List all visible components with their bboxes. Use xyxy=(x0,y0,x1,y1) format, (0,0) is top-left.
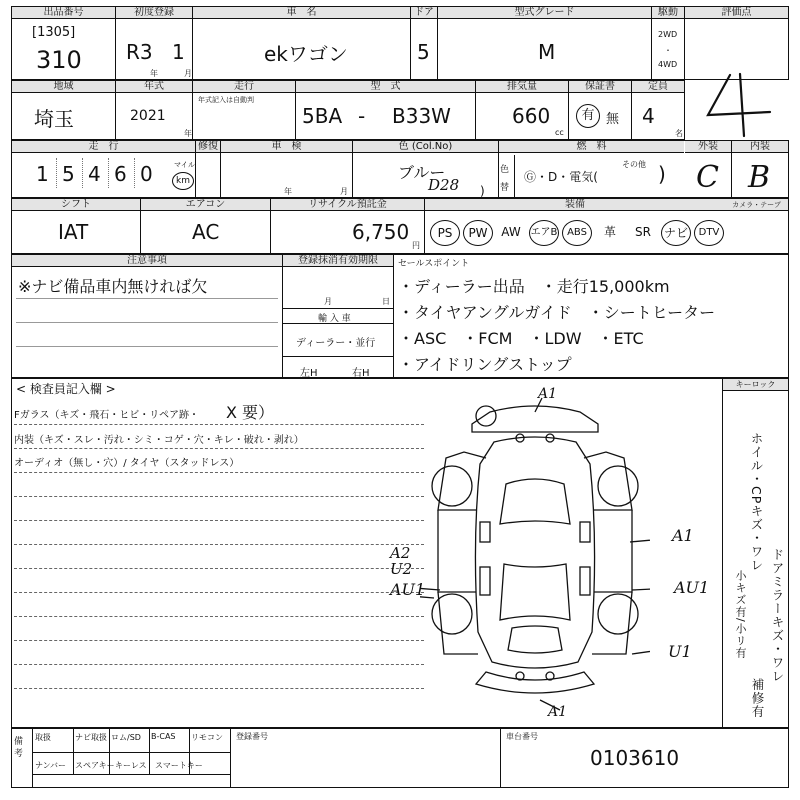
equipment-item: ABS xyxy=(562,220,592,246)
key-lock-label: キーロック xyxy=(723,379,788,391)
mileage-digit: 1 xyxy=(36,162,49,186)
drive-label: 駆動 xyxy=(652,7,684,19)
camera-label: カメラ・テーブ xyxy=(725,199,788,211)
damage-rear: A1 xyxy=(548,704,568,720)
damage-right-bottom: U1 xyxy=(668,642,692,661)
chassis-label: 車台番号 xyxy=(506,732,538,741)
shift: IAT xyxy=(58,220,89,244)
sale-point: ・タイヤアングルガイド ・シートヒーター xyxy=(398,303,716,322)
equipment-item: DTV xyxy=(694,220,724,246)
region: 埼玉 xyxy=(34,107,74,131)
glass-mark: X 要） xyxy=(226,403,275,422)
doors-label: ドア xyxy=(411,7,437,19)
fuel-label: 燃 料 xyxy=(499,141,684,153)
caution-text: ※ナビ備品車内無ければ欠 xyxy=(18,277,208,296)
sale-point: ・ASC ・FCM ・LDW ・ETC xyxy=(398,329,644,348)
displacement: 660 xyxy=(512,104,551,128)
rule-line xyxy=(14,520,424,521)
mileage-digit: 4 xyxy=(88,162,101,186)
fuel-options: Ⓖ・D・電気( xyxy=(524,170,598,184)
rule-line xyxy=(14,544,424,545)
displacement-label: 排気量 xyxy=(476,81,568,93)
month-unit: 月 xyxy=(184,69,192,78)
score-value xyxy=(760,10,761,11)
side-vertical-4: 補修有 xyxy=(750,678,765,719)
recycle-amount: 6,750 xyxy=(352,220,410,244)
inspector-line-2: 内装（キズ・スレ・汚れ・シミ・コゲ・穴・キレ・破れ・剥れ） xyxy=(14,435,304,446)
era: R3 xyxy=(126,40,153,64)
footer-label: リモコン xyxy=(191,733,223,742)
yen-unit: 円 xyxy=(412,241,420,250)
footer-left-vertical: 備考 xyxy=(14,737,24,759)
equipment-item: PS xyxy=(430,220,460,246)
rule-line xyxy=(14,616,424,617)
shift-label: シフト xyxy=(12,199,140,211)
car-diagram xyxy=(420,392,650,712)
mileage-digit: 6 xyxy=(114,162,127,186)
equipment-item: AW xyxy=(501,225,521,239)
color-name: ブルー xyxy=(398,163,446,182)
equipment-item: SR xyxy=(635,225,651,239)
inspection-label: 車 検 xyxy=(221,141,352,153)
import-label: 輸 入 車 xyxy=(318,314,351,324)
mileage-note: 年式記入は自動判 xyxy=(198,96,254,104)
warranty-no: 無 xyxy=(606,112,620,127)
damage-left-2: U2 xyxy=(390,560,413,578)
lot-number: 310 xyxy=(36,46,82,74)
mileage-type-label: 走行 xyxy=(193,81,295,93)
damage-right-front: A1 xyxy=(672,526,694,545)
footer-label: 取扱 xyxy=(35,733,51,742)
recycle-label: リサイクル預託金 xyxy=(271,199,424,211)
rule-line xyxy=(14,688,424,689)
right-hand: 右H xyxy=(352,368,370,379)
footer-label-2: スペアキー xyxy=(75,761,115,770)
rule-line xyxy=(14,448,424,449)
caution-label: 注意事項 xyxy=(12,255,282,267)
equipment-item: ナビ xyxy=(661,220,691,246)
equipment-label: 装備 xyxy=(425,199,725,211)
warranty-label: 保証書 xyxy=(569,81,631,93)
fuel-other: その他 xyxy=(622,160,646,169)
interior-grade: B xyxy=(748,160,771,195)
inspector-line-3: オーディオ（無し・穴）/ タイヤ（スタッドレス） xyxy=(14,458,240,469)
rule-line xyxy=(14,664,424,665)
rule-line xyxy=(14,472,424,473)
year-label: 年式 xyxy=(116,81,192,93)
car-name-label: 車 名 xyxy=(193,7,410,19)
footer-label: ロム/SD xyxy=(111,733,141,742)
side-vertical-2: ドアミラーキズ・ワレ xyxy=(770,548,785,683)
equipment-item: 革 xyxy=(603,225,616,239)
color-label: 色 (Col.No) xyxy=(353,141,498,153)
interior-label: 内装 xyxy=(732,141,788,153)
mileage-digit: 0 xyxy=(140,162,153,186)
reg-day: 日 xyxy=(382,297,390,306)
region-label: 地域 xyxy=(12,81,115,93)
color-side-1: 色 xyxy=(500,165,510,175)
drive-2wd: 2WD xyxy=(658,30,678,39)
equipment-item: PW xyxy=(463,220,493,246)
footer-label: B-CAS xyxy=(151,732,176,741)
aircon-label: エアコン xyxy=(141,199,270,211)
score-handwritten-graphic xyxy=(700,70,780,140)
color-side-2: 替 xyxy=(500,183,510,193)
inspector-line-1: Fガラス（キズ・飛石・ヒビ・リペア跡・ xyxy=(14,410,200,421)
exterior-label: 外装 xyxy=(685,141,731,153)
side-vertical-3: 小キズ有/小リ有 xyxy=(734,570,747,659)
sale-point: ・ディーラー出品 ・走行15,000km xyxy=(398,277,670,296)
footer-label-2: ナンバー xyxy=(35,761,67,770)
year: 2021 xyxy=(130,108,166,124)
equipment-item: エアB xyxy=(529,220,559,246)
reg-expiry-label: 登録抹消有効期限 xyxy=(283,255,393,267)
score-label: 評価点 xyxy=(685,7,788,19)
rule-line xyxy=(14,496,424,497)
lot-bracket: [1305] xyxy=(32,25,76,40)
damage-left-1: A2 xyxy=(390,544,411,562)
sale-point: ・アイドリングストップ xyxy=(398,355,572,374)
month: 1 xyxy=(172,40,185,64)
aircon: AC xyxy=(192,220,220,244)
footer-label-2: キーレス xyxy=(115,761,147,770)
inspector-label: < 検査員記入欄 > xyxy=(16,382,116,396)
capacity-label: 定員 xyxy=(632,81,684,93)
year-unit: 年 xyxy=(184,129,192,138)
chassis-number: 0103610 xyxy=(590,746,680,770)
footer-label-2: スマートキー xyxy=(155,761,203,770)
grade-label: 型式グレード xyxy=(438,7,651,19)
damage-right-rear: AU1 xyxy=(674,578,710,597)
drive-sep: ・ xyxy=(664,46,672,55)
model-dash: - xyxy=(358,104,366,128)
car-name: ekワゴン xyxy=(264,42,348,66)
era-unit: 年 xyxy=(150,69,158,78)
rule-line xyxy=(14,568,424,569)
cc-unit: cc xyxy=(555,128,564,137)
model-label: 型 式 xyxy=(296,81,475,93)
fuel-close: ) xyxy=(658,162,666,186)
model-code: B33W xyxy=(392,104,451,128)
distance-label: 走 行 xyxy=(12,141,195,153)
sale-points-label: セールスポイント xyxy=(398,259,470,269)
capacity-unit: 名 xyxy=(675,129,683,138)
drive-4wd: 4WD xyxy=(658,60,678,69)
footer-label: ナビ取扱 xyxy=(75,733,107,742)
reg-month: 月 xyxy=(324,297,332,306)
left-hand: 左H xyxy=(300,368,318,379)
grade: M xyxy=(538,40,556,64)
rule-line xyxy=(14,640,424,641)
color-code: D28 xyxy=(428,176,460,194)
insp-year-mark: 年 xyxy=(284,187,292,196)
doors: 5 xyxy=(417,40,430,64)
warranty-yes: 有 xyxy=(576,104,600,128)
exterior-grade: C xyxy=(696,160,719,195)
reg-no-label: 登録番号 xyxy=(236,732,268,741)
repair-label: 修復 xyxy=(198,141,218,152)
first-reg-label: 初度登録 xyxy=(116,7,192,19)
mileage-digit: 5 xyxy=(62,162,75,186)
rule-line xyxy=(14,592,424,593)
dealer-parallel: ディーラー・並行 xyxy=(296,338,376,349)
km-label: km xyxy=(172,172,194,190)
insp-month-mark: 月 xyxy=(340,187,348,196)
damage-front: A1 xyxy=(538,386,558,402)
rule-line xyxy=(14,424,424,425)
lot-label: 出品番号 xyxy=(12,7,115,19)
capacity: 4 xyxy=(642,104,655,128)
damage-left-rear: AU1 xyxy=(390,580,426,599)
side-vertical-1: ホイル・CPキズ・ワレ xyxy=(749,432,764,572)
mile-label: マイル xyxy=(174,161,195,169)
model-prefix: 5BA xyxy=(302,104,343,128)
